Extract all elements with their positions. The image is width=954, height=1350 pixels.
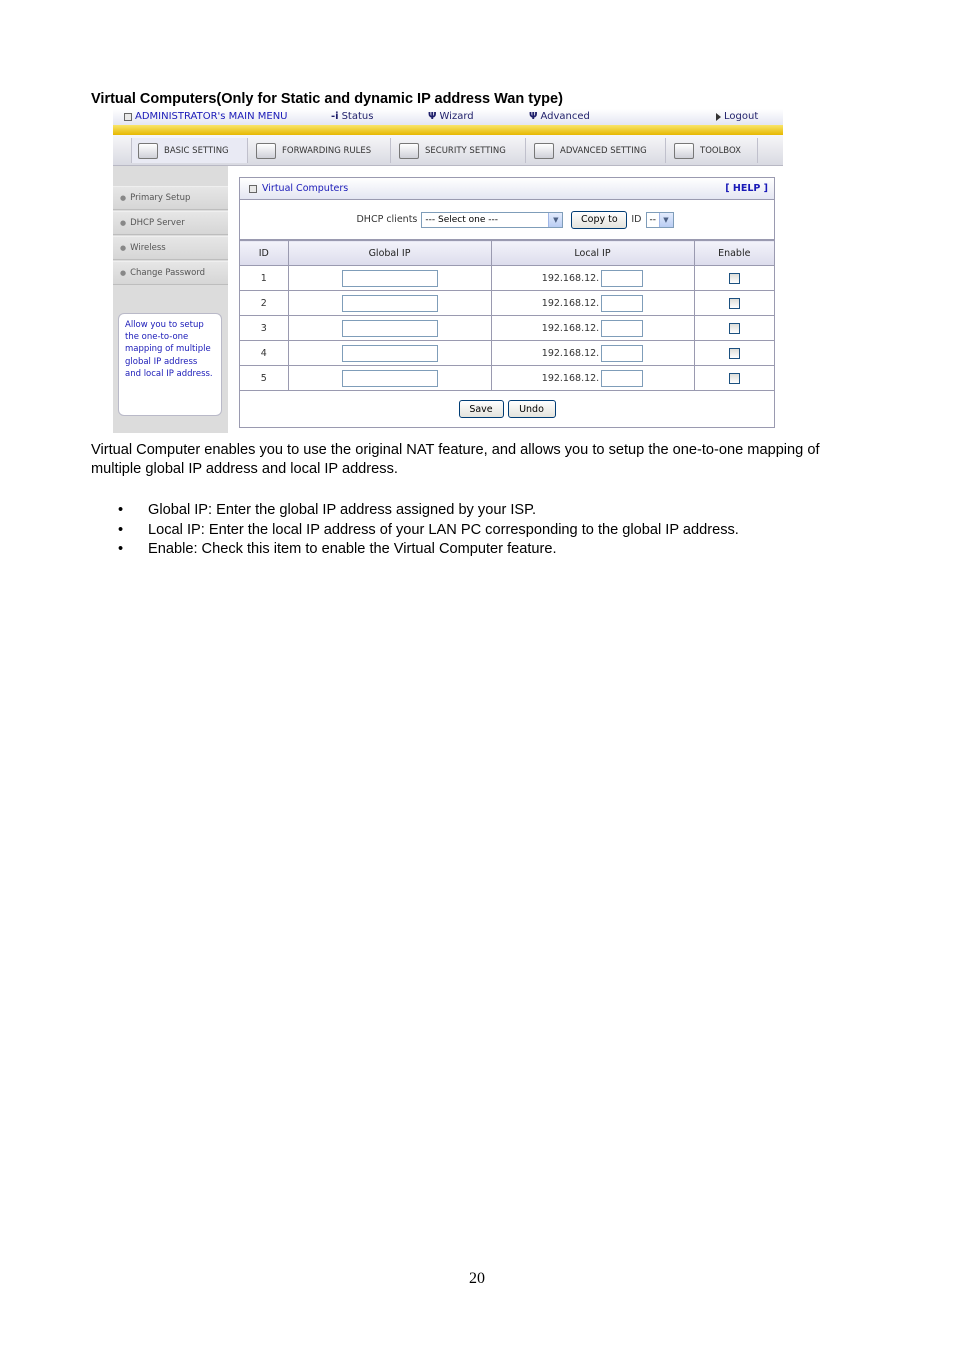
global-ip-input[interactable] xyxy=(342,295,438,312)
virtual-computers-table xyxy=(240,240,774,391)
sidebar xyxy=(113,166,228,433)
row-id: 4 xyxy=(240,341,288,366)
security-icon xyxy=(399,143,419,159)
local-ip-input[interactable] xyxy=(601,295,643,312)
chevron-down-icon: ▼ xyxy=(659,213,673,227)
global-ip-input[interactable] xyxy=(342,345,438,362)
table-row xyxy=(240,366,774,391)
forwarding-icon xyxy=(256,143,276,159)
local-ip-prefix: 192.168.12. xyxy=(541,347,600,359)
enable-checkbox[interactable] xyxy=(729,348,740,359)
table-row xyxy=(240,291,774,316)
local-ip-input[interactable] xyxy=(601,345,643,362)
sidebar-item-primary-setup[interactable]: ● Primary Setup xyxy=(113,186,228,210)
list-item: • Local IP: Enter the local IP address of your LAN PC corresponding to the global IP address. xyxy=(118,521,918,541)
id-select[interactable]: -- ▼ xyxy=(646,212,674,228)
arrow-right-icon xyxy=(716,113,721,121)
table-row xyxy=(240,316,774,341)
global-ip-input[interactable] xyxy=(342,370,438,387)
id-label: ID xyxy=(631,214,642,225)
description-paragraph: Virtual Computer enables you to use the original NAT feature, and allows you to setup the one-to-one mapping of multiple global IP address and local IP address. xyxy=(91,442,820,477)
logout-link[interactable]: Logout xyxy=(716,111,758,122)
table-row xyxy=(240,266,774,291)
column-header-global-ip: Global IP xyxy=(288,241,491,266)
advanced-link[interactable]: Ψ Advanced xyxy=(529,111,590,122)
help-link[interactable]: [ HELP ] xyxy=(725,183,768,194)
local-ip-input[interactable] xyxy=(601,370,643,387)
list-item: • Enable: Check this item to enable the Virtual Computer feature. xyxy=(118,540,918,560)
info-icon: -i xyxy=(331,111,339,122)
tab-security-setting[interactable]: SECURITY SETTING xyxy=(393,138,526,163)
table-row xyxy=(240,341,774,366)
bullet-icon: ● xyxy=(120,269,127,277)
tab-forwarding-rules[interactable]: FORWARDING RULES xyxy=(250,138,391,163)
row-id: 2 xyxy=(240,291,288,316)
undo-button[interactable]: Undo xyxy=(508,400,556,418)
column-header-local-ip: Local IP xyxy=(491,241,694,266)
column-header-enable: Enable xyxy=(694,241,774,266)
row-id: 5 xyxy=(240,366,288,391)
sidebar-item-dhcp-server[interactable]: ● DHCP Server xyxy=(113,211,228,235)
local-ip-prefix: 192.168.12. xyxy=(541,297,600,309)
main-menu-bar xyxy=(113,109,783,125)
local-ip-prefix: 192.168.12. xyxy=(541,272,600,284)
enable-checkbox[interactable] xyxy=(729,323,740,334)
panel-title: Virtual Computers xyxy=(262,183,349,194)
row-id: 3 xyxy=(240,316,288,341)
bullet-icon: ● xyxy=(120,244,127,252)
bullet-icon: ● xyxy=(120,194,127,202)
folder-icon xyxy=(138,143,158,159)
field-descriptions-list xyxy=(118,501,918,560)
copy-to-button[interactable]: Copy to xyxy=(571,211,627,229)
chevron-down-icon: ▼ xyxy=(548,213,562,227)
tab-bar xyxy=(113,135,783,166)
tab-toolbox[interactable]: TOOLBOX xyxy=(668,138,758,163)
enable-checkbox[interactable] xyxy=(729,373,740,384)
status-link[interactable]: -i Status xyxy=(331,111,374,122)
main-menu-title[interactable]: ADMINISTRATOR's MAIN MENU xyxy=(124,111,288,122)
panel-square-icon xyxy=(249,185,257,193)
router-admin-screenshot xyxy=(113,109,783,433)
panel-header xyxy=(240,178,774,200)
section-heading: Virtual Computers(Only for Static and dynamic IP address Wan type) xyxy=(91,91,563,107)
enable-checkbox[interactable] xyxy=(729,298,740,309)
local-ip-input[interactable] xyxy=(601,320,643,337)
dhcp-clients-label: DHCP clients xyxy=(356,214,418,225)
global-ip-input[interactable] xyxy=(342,270,438,287)
dhcp-clients-select[interactable]: --- Select one --- ▼ xyxy=(421,212,563,228)
local-ip-prefix: 192.168.12. xyxy=(541,372,600,384)
advanced-setting-icon xyxy=(534,143,554,159)
global-ip-input[interactable] xyxy=(342,320,438,337)
wizard-link[interactable]: Ψ Wizard xyxy=(428,111,474,122)
header-gold-bar xyxy=(113,125,783,135)
sidebar-help-box: Allow you to setup the one-to-one mapping of multiple global IP address and local IP address. xyxy=(118,313,222,416)
page-number: 20 xyxy=(469,1270,485,1287)
menu-square-icon xyxy=(124,113,132,121)
dhcp-clients-row xyxy=(240,200,774,240)
row-id: 1 xyxy=(240,266,288,291)
toolbox-icon xyxy=(674,143,694,159)
virtual-computers-panel xyxy=(239,177,775,428)
bullet-icon: ● xyxy=(120,219,127,227)
advanced-icon: Ψ xyxy=(529,111,538,122)
local-ip-input[interactable] xyxy=(601,270,643,287)
column-header-id: ID xyxy=(240,241,288,266)
save-button[interactable]: Save xyxy=(459,400,504,418)
local-ip-prefix: 192.168.12. xyxy=(541,322,600,334)
list-item: • Global IP: Enter the global IP address assigned by your ISP. xyxy=(118,501,918,521)
sidebar-item-wireless[interactable]: ● Wireless xyxy=(113,236,228,260)
table-header-row xyxy=(240,241,774,266)
enable-checkbox[interactable] xyxy=(729,273,740,284)
sidebar-item-change-password[interactable]: ● Change Password xyxy=(113,261,228,285)
tab-basic-setting[interactable]: BASIC SETTING xyxy=(131,138,248,163)
wizard-icon: Ψ xyxy=(428,111,437,122)
tab-advanced-setting[interactable]: ADVANCED SETTING xyxy=(528,138,666,163)
form-buttons xyxy=(240,400,774,420)
